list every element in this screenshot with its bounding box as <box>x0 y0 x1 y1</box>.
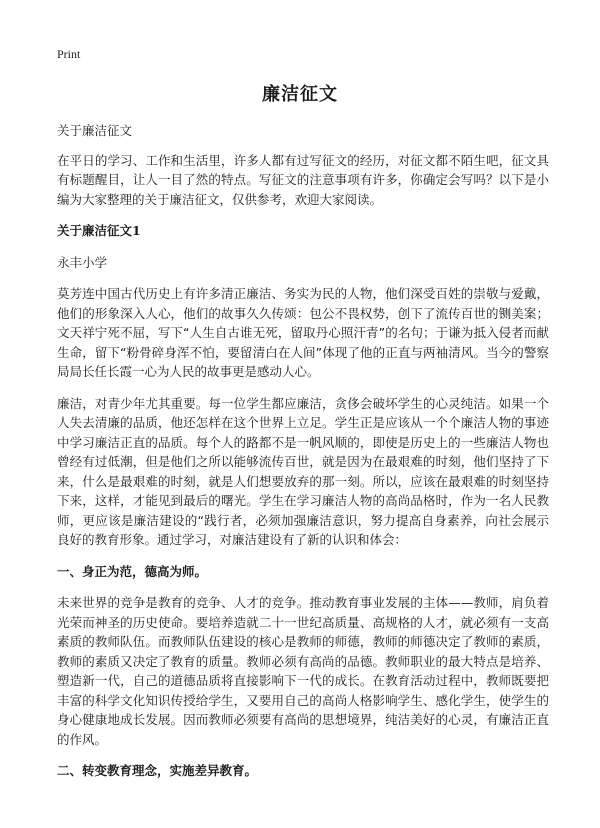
section-2-heading: 二、转变教育理念，实施差异教育。 <box>57 763 258 778</box>
article-heading: 关于廉洁征文1 <box>57 223 141 238</box>
section-1-heading: 一、身正为范，德高为师。 <box>57 563 208 579</box>
section-1-paragraph: 未来世界的竞争是教育的竞争、人才的竞争。推动教育事业发展的主体——教师，肩负着光荣而神圣的历史使命。要培养造就二十一世纪高质量、高规格的人才，就必须有一支高素质的教师队伍。而教师队伍建设的核心是教师的师德，教师的师德决定了教师的素质，教师的素质又决定了教育的质量。教师必须有高尚的品德。教师职业的最大特点是培养、塑造新一代，自己的道德品质将直接影响下一代的成长。在教育活动过程中，教师既要把丰富的科学文化知识传授给学生，又要用自己的高尚人格影响学生、感化学生，使学生的身心健康地成长发展。因而教师必须要有高尚的思想境界，纯洁美好的心灵，有廉洁正直的作风。 <box>57 595 549 747</box>
document-body <box>57 121 549 793</box>
intro-label: 关于廉洁征文 <box>57 123 133 138</box>
body-paragraph-2: 廉洁，对青少年尤其重要。每一位学生都应廉洁，贪侈会破坏学生的心灵纯洁。如果一个人失去清廉的品质，他还怎样在这个世界上立足。学生正是应该从一个个廉洁人物的事迹中学习廉洁正直的品质。每个人的路都不是一帆风顺的，即使是历史上的一些廉洁人物也曾经有过低潮，但是他们之所以能够流传百世，就是因为在最艰难的时刻，他们坚持了下来，什么是最艰难的时刻，就是人们想要放弃的那一刻。所以，应该在最艰难的时刻坚持下来，这样，才能见到最后的曙光。学生在学习廉洁人物的高尚品格时，作为一名人民教师，更应该是廉洁建设的“践行者，必须加强廉洁意识，努力提高自身素养，向社会展示良好的教育形象。通过学习，对廉洁建设有了新的认识和体会： <box>57 395 549 547</box>
intro-paragraph: 在平日的学习、工作和生活里，许多人都有过写征文的经历，对征文都不陌生吧，征文具有标题醒目，让人一目了然的特点。写征文的注意事项有许多，你确定会写吗？以下是小编为大家整理的关于廉洁征文，仅供参考，欢迎大家阅读。 <box>57 152 549 207</box>
print-link[interactable]: Print <box>57 47 81 61</box>
page-title: 廉洁征文 <box>262 84 338 105</box>
school-name: 永丰小学 <box>57 254 108 270</box>
body-paragraph-1: 莫芳连中国古代历史上有许多清正廉洁、务实为民的人物，他们深受百姓的崇敬与爱戴，他们的形象深入人心，他们的故事久久传颂：包公不畏权势，创下了流传百世的铡美案；文天祥宁死不屈，写下“人生自古谁无死，留取丹心照汗青”的名句；于谦为抵入侵者而献生命，留下“粉骨碎身浑不怕，要留清白在人间”体现了他的正直与两袖清风。当今的警察局局长任长霞一心为人民的故事更是感动人心。 <box>57 286 549 379</box>
